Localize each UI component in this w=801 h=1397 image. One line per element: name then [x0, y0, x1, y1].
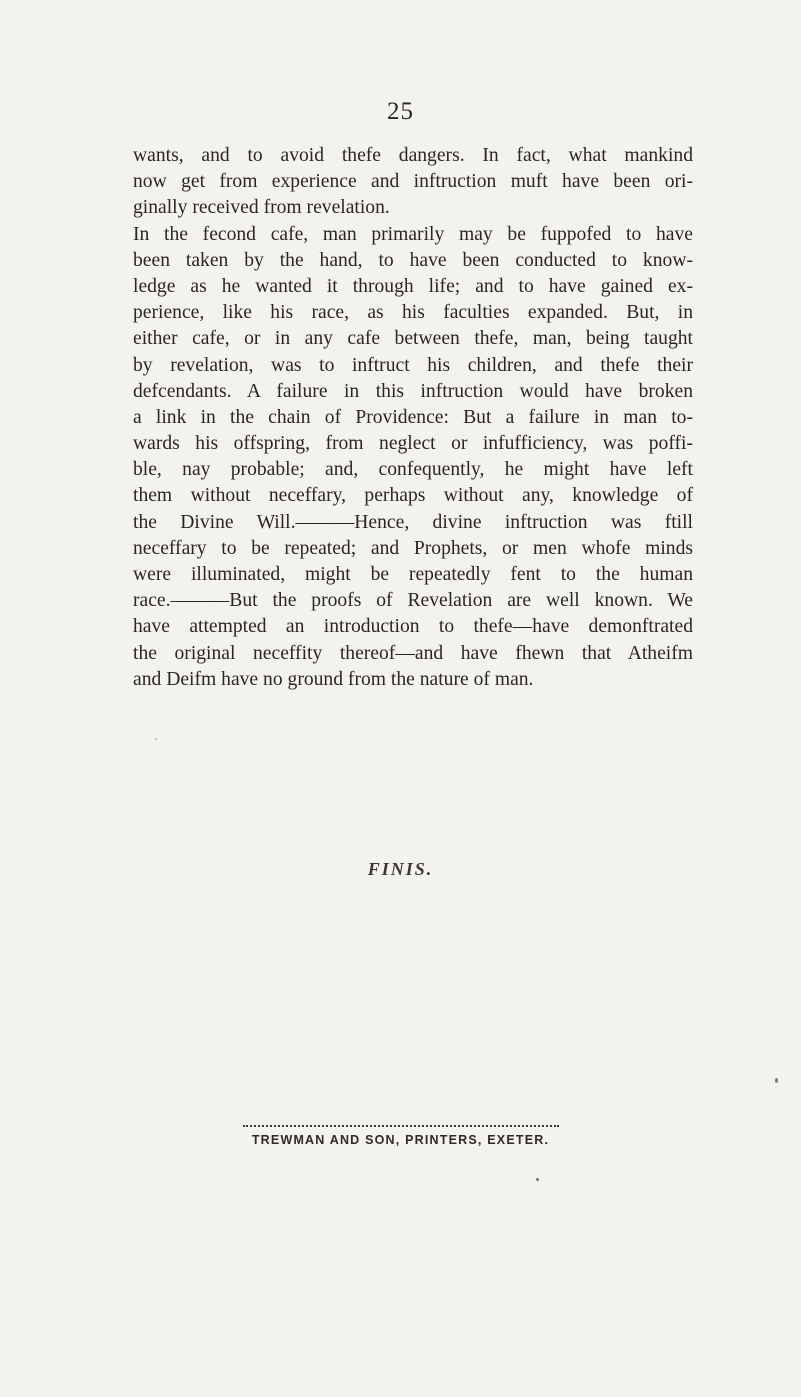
- paragraph: [133, 222, 693, 693]
- text-line: wants, and to avoid thefe dangers. In fact, what mankind: [133, 145, 693, 166]
- ink-speck: [775, 1078, 778, 1083]
- text-line: neceffary to be repeated; and Prophets, or men whofe minds: [133, 537, 693, 559]
- ink-speck: [155, 738, 157, 740]
- dotted-rule: [243, 1125, 559, 1127]
- text-line: the Divine Will.———Hence, divine inftruction was ftill: [133, 511, 693, 533]
- text-line: been taken by the hand, to have been conducted to know-: [133, 249, 693, 271]
- text-line: race.———But the proofs of Revelation are well known. We: [133, 590, 693, 612]
- text-line: perience, like his race, as his faculties expanded. But, in: [133, 302, 693, 324]
- text-line: were illuminated, might be repeatedly fent to the human: [133, 564, 693, 585]
- printer-imprint: TREWMAN AND SON, PRINTERS, EXETER.: [251, 1133, 550, 1147]
- text-line: ble, nay probable; and, confequently, he might have left: [133, 459, 693, 481]
- ink-speck: [536, 1178, 539, 1181]
- text-line: now get from experience and inftruction muft have been ori-: [133, 171, 693, 193]
- paragraph: [133, 143, 693, 222]
- text-line: defcendants. A failure in this inftruction would have broken: [133, 380, 693, 402]
- text-line: either cafe, or in any cafe between thefe, man, being taught: [133, 328, 693, 350]
- text-line: ginally received from revelation.: [133, 197, 390, 219]
- text-line: the original neceffity thereof—and have fhewn that Atheifm: [133, 642, 693, 664]
- page-number: 25: [387, 98, 414, 125]
- text-line: ledge as he wanted it through life; and to have gained ex-: [133, 275, 693, 297]
- text-line: In the fecond cafe, man primarily may be fuppofed to have: [133, 223, 693, 245]
- body-text: [133, 143, 693, 693]
- text-line: a link in the chain of Providence: But a failure in man to-: [133, 406, 693, 428]
- text-line: them without neceffary, perhaps without any, knowledge of: [133, 485, 693, 507]
- finis-heading: FINIS.: [367, 859, 434, 879]
- text-line: wards his offspring, from neglect or infufficiency, was poffi-: [133, 433, 693, 455]
- text-line: have attempted an introduction to thefe—have demonftrated: [133, 616, 693, 638]
- text-line: and Deifm have no ground from the nature of man.: [133, 668, 534, 690]
- text-line: by revelation, was to inftruct his children, and thefe their: [133, 354, 693, 376]
